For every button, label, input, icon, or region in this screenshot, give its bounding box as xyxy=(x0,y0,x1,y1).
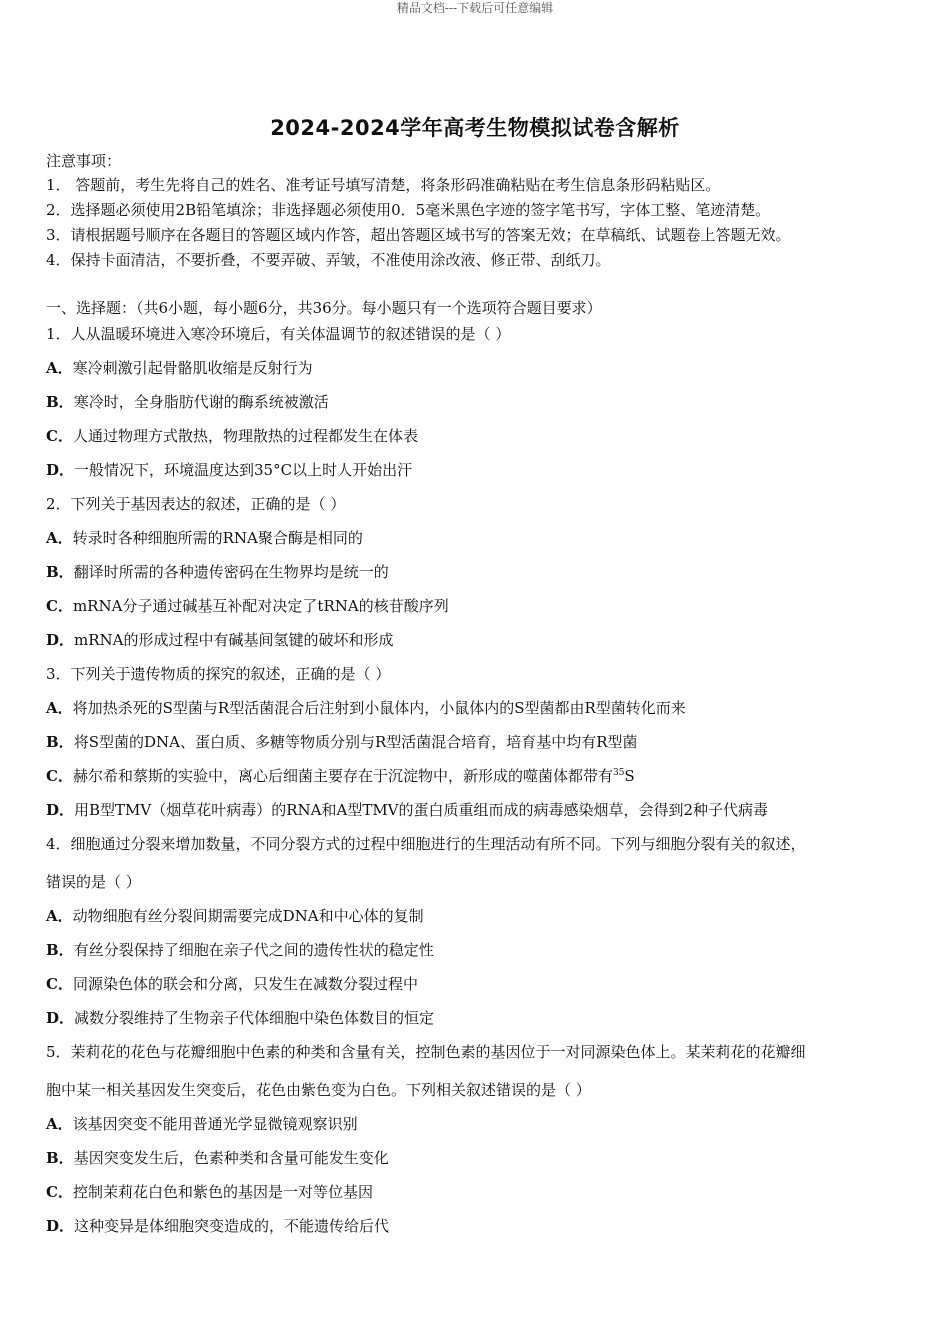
question-option xyxy=(46,629,906,663)
option-text: 该基因突变不能用普通光学显微镜观察识别 xyxy=(72,1115,358,1133)
option-text: 赫尔希和蔡斯的实验中，离心后细菌主要存在于沉淀物中，新形成的噬菌体都带有 xyxy=(72,767,613,785)
question-option xyxy=(46,357,906,391)
option-text: 翻译时所需的各种遗传密码在生物界均是统一的 xyxy=(73,563,389,581)
question-option xyxy=(46,905,906,939)
option-text: 一般情况下，环境温度达到35°C以上时人开始出汗 xyxy=(74,461,413,479)
option-letter: A． xyxy=(46,359,73,377)
option-letter: A． xyxy=(46,1115,73,1133)
question-option xyxy=(46,765,906,799)
option-letter: D． xyxy=(46,1217,75,1235)
question-stem: 5．茉莉花的花色与花瓣细胞中色素的种类和含量有关，控制色素的基因位于一对同源染色体上。某茉莉花的花瓣细 xyxy=(46,1043,806,1061)
option-letter: C． xyxy=(46,767,73,785)
question-option xyxy=(46,1007,906,1041)
option-text: 人通过物理方式散热，物理散热的过程都发生在体表 xyxy=(72,427,418,445)
superscript: 35 xyxy=(612,768,625,778)
option-text: mRNA的形成过程中有碱基间氢键的破坏和形成 xyxy=(74,631,394,649)
note-item: 2．选择题必须使用2B铅笔填涂；非选择题必须使用0．5毫米黑色字迹的签字笔书写，字体工整、笔迹清楚。 xyxy=(46,201,771,219)
option-text: mRNA分子通过碱基互补配对决定了tRNA的核苷酸序列 xyxy=(72,597,449,615)
question-option xyxy=(46,561,906,595)
question-stem: 1．人从温暖环境进入寒冷环境后，有关体温调节的叙述错误的是（ ） xyxy=(46,325,511,343)
question-option xyxy=(46,731,906,765)
option-text: 有丝分裂保持了细胞在亲子代之间的遗传性状的稳定性 xyxy=(73,941,434,959)
option-letter: B． xyxy=(46,393,74,411)
option-text: 将S型菌的DNA、蛋白质、多糖等物质分别与R型活菌混合培育，培育基中均有R型菌 xyxy=(73,733,638,751)
option-letter: B． xyxy=(46,1149,74,1167)
option-text: 同源染色体的联会和分离，只发生在减数分裂过程中 xyxy=(72,975,418,993)
option-text: 转录时各种细胞所需的RNA聚合酶是相同的 xyxy=(72,529,363,547)
option-text-tail: S xyxy=(624,767,635,785)
option-letter: C． xyxy=(46,975,73,993)
document-body xyxy=(46,150,906,1249)
question-option xyxy=(46,697,906,731)
note-item: 4．保持卡面清洁，不要折叠，不要弄破、弄皱，不准使用涂改液、修正带、刮纸刀。 xyxy=(46,251,611,269)
question-option xyxy=(46,595,906,629)
option-text: 减数分裂维持了生物亲子代体细胞中染色体数目的恒定 xyxy=(74,1009,435,1027)
question-option xyxy=(46,1181,906,1215)
note-item: 3．请根据题号顺序在各题目的答题区域内作答，超出答题区域书写的答案无效；在草稿纸、试题卷上答题无效。 xyxy=(46,226,791,244)
option-letter: B． xyxy=(46,563,74,581)
option-letter: A． xyxy=(46,699,73,717)
notes-label: 注意事项： xyxy=(46,152,122,170)
option-text: 寒冷刺激引起骨骼肌收缩是反射行为 xyxy=(72,359,313,377)
option-letter: D． xyxy=(46,631,75,649)
option-letter: B． xyxy=(46,941,74,959)
question-option xyxy=(46,425,906,459)
option-text: 寒冷时，全身脂肪代谢的酶系统被激活 xyxy=(73,393,329,411)
question-option xyxy=(46,973,906,1007)
option-letter: D． xyxy=(46,461,75,479)
option-text: 用B型TMV（烟草花叶病毒）的RNA和A型TMV的蛋白质重组而成的病毒感染烟草，会得到2种子代病毒 xyxy=(74,801,769,819)
question-stem-continued: 错误的是（ ） xyxy=(46,873,141,891)
question-option xyxy=(46,391,906,425)
question-stem: 4．细胞通过分裂来增加数量，不同分裂方式的过程中细胞进行的生理活动有所不同。下列与细胞分裂有关的叙述， xyxy=(46,835,806,853)
question-option xyxy=(46,459,906,493)
option-text: 控制茉莉花白色和紫色的基因是一对等位基因 xyxy=(72,1183,373,1201)
option-letter: A． xyxy=(46,907,73,925)
question-stem: 2．下列关于基因表达的叙述，正确的是（ ） xyxy=(46,495,346,513)
option-text: 基因突变发生后，色素种类和含量可能发生变化 xyxy=(73,1149,389,1167)
question-option xyxy=(46,1147,906,1181)
option-letter: D． xyxy=(46,1009,75,1027)
question-stem-continued: 胞中某一相关基因发生突变后，花色由紫色变为白色。下列相关叙述错误的是（ ） xyxy=(46,1081,591,1099)
option-letter: C． xyxy=(46,597,73,615)
header-note: 精品文档---下载后可任意编辑 xyxy=(396,1,554,15)
question-option xyxy=(46,939,906,973)
option-text: 这种变异是体细胞突变造成的，不能遗传给后代 xyxy=(74,1217,390,1235)
question-option xyxy=(46,799,906,833)
question-option xyxy=(46,527,906,561)
note-item: 1． 答题前，考生先将自己的姓名、准考证号填写清楚，将条形码准确粘贴在考生信息条形码粘贴区。 xyxy=(46,176,721,194)
page-title: 2024-2024学年高考生物模拟试卷含解析 xyxy=(270,116,680,140)
option-text: 动物细胞有丝分裂间期需要完成DNA和中心体的复制 xyxy=(72,907,424,925)
section-heading: 一、选择题：（共6小题，每小题6分，共36分。每小题只有一个选项符合题目要求） xyxy=(46,299,602,317)
question-stem: 3．下列关于遗传物质的探究的叙述，正确的是（ ） xyxy=(46,665,391,683)
option-text: 将加热杀死的S型菌与R型活菌混合后注射到小鼠体内，小鼠体内的S型菌都由R型菌转化而来 xyxy=(72,699,686,717)
option-letter: C． xyxy=(46,427,73,445)
option-letter: B． xyxy=(46,733,74,751)
option-letter: C． xyxy=(46,1183,73,1201)
question-option xyxy=(46,1215,906,1249)
option-letter: A． xyxy=(46,529,73,547)
option-letter: D． xyxy=(46,801,75,819)
question-option xyxy=(46,1113,906,1147)
